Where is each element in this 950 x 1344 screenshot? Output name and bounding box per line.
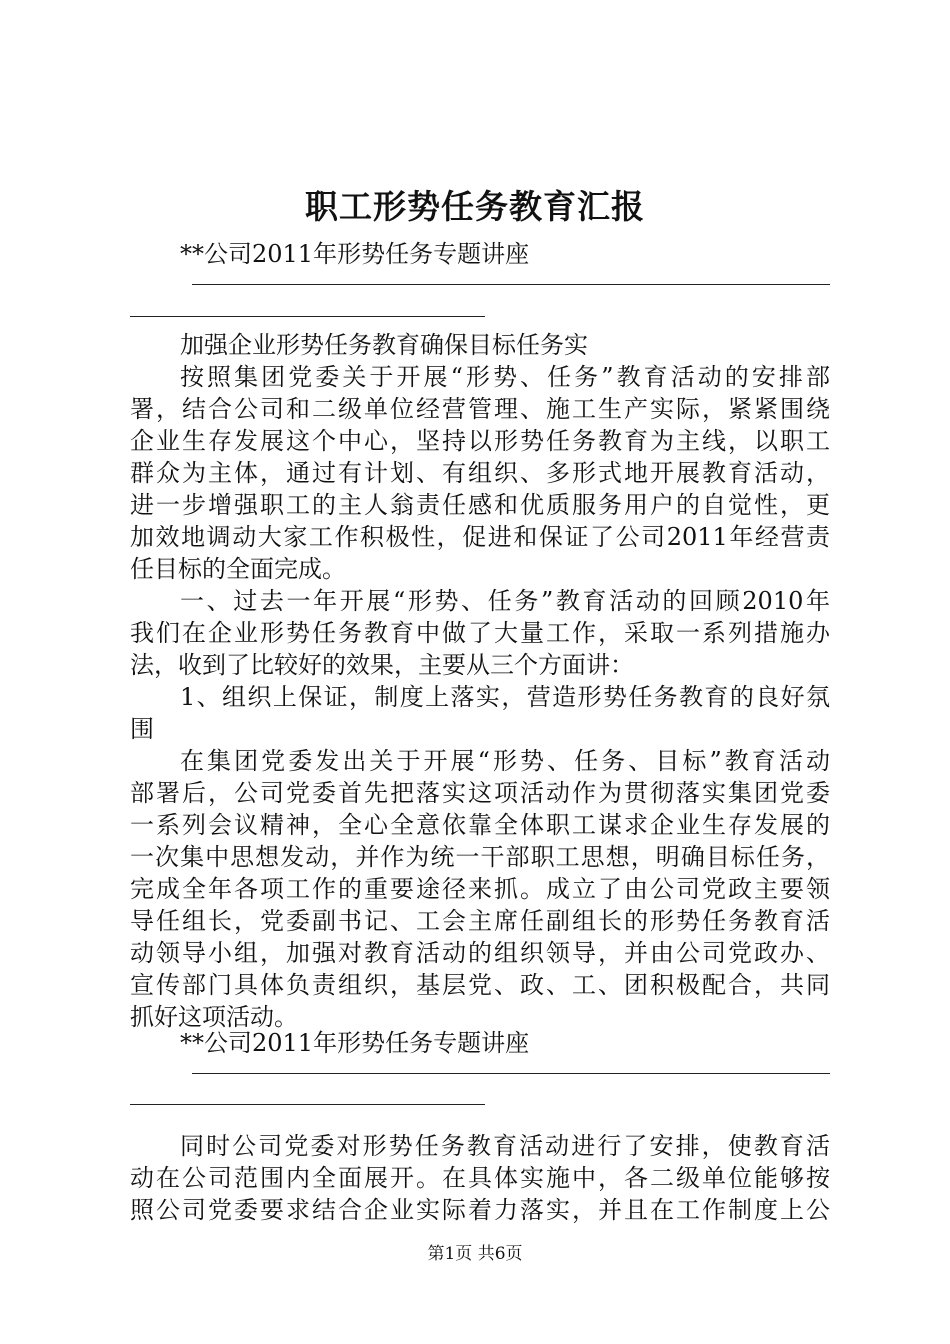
separator-rule	[192, 284, 830, 285]
item-heading: 1、组织上保证，制度上落实，营造形势任务教育的良好氛	[180, 683, 830, 711]
paragraph-line: 导任组长，党委副书记、工会主席任副组长的形势任务教育活	[130, 907, 830, 935]
paragraph-line: 我们在企业形势任务教育中做了大量工作，采取一系列措施办	[130, 619, 830, 647]
separator-rule	[130, 316, 485, 317]
paragraph-line: 法，收到了比较好的效果，主要从三个方面讲：	[130, 651, 634, 679]
paragraph-line: 部署后，公司党委首先把落实这项活动作为贯彻落实集团党委	[130, 779, 830, 807]
paragraph-line: 进一步增强职工的主人翁责任感和优质服务用户的自觉性，更	[130, 491, 830, 519]
paragraph-line: 在集团党委发出关于开展“形势、任务、目标”教育活动	[180, 747, 830, 775]
paragraph-line: 加效地调动大家工作积极性，促进和保证了公司2011年经营责	[130, 523, 830, 551]
paragraph-line: 一次集中思想发动，并作为统一干部职工思想，明确目标任务，	[130, 843, 830, 871]
paragraph-line: 按照集团党委关于开展“形势、任务”教育活动的安排部	[180, 363, 830, 391]
paragraph-line: 照公司党委要求结合企业实际着力落实，并且在工作制度上公	[130, 1196, 830, 1224]
lecture-subtitle: **公司2011年形势任务专题讲座	[180, 1029, 530, 1057]
paragraph-line: 任目标的全面完成。	[130, 555, 346, 583]
page-number-footer: 第1页 共6页	[427, 1244, 523, 1264]
separator-rule	[130, 1104, 485, 1105]
section-heading: 加强企业形势任务教育确保目标任务实	[180, 331, 588, 359]
paragraph-line: 署，结合公司和二级单位经营管理、施工生产实际，紧紧围绕	[130, 395, 830, 423]
paragraph-line: 完成全年各项工作的重要途径来抓。成立了由公司党政主要领	[130, 875, 830, 903]
paragraph-line: 群众为主体，通过有计划、有组织、多形式地开展教育活动，	[130, 459, 830, 487]
paragraph-line: 动领导小组，加强对教育活动的组织领导，并由公司党政办、	[130, 939, 830, 967]
paragraph-line: 企业生存发展这个中心，坚持以形势任务教育为主线，以职工	[130, 427, 830, 455]
paragraph-line: 同时公司党委对形势任务教育活动进行了安排，使教育活	[180, 1132, 830, 1160]
separator-rule	[192, 1073, 830, 1074]
paragraph-line: 动在公司范围内全面展开。在具体实施中，各二级单位能够按	[130, 1164, 830, 1192]
item-heading: 围	[130, 715, 154, 743]
paragraph-line: 宣传部门具体负责组织，基层党、政、工、团积极配合，共同	[130, 971, 830, 999]
document-title: 职工形势任务教育汇报	[305, 187, 645, 226]
paragraph-line: 一、过去一年开展“形势、任务”教育活动的回顾2010年	[180, 587, 830, 615]
paragraph-line: 一系列会议精神，全心全意依靠全体职工谋求企业生存发展的	[130, 811, 830, 839]
lecture-subtitle: **公司2011年形势任务专题讲座	[180, 240, 530, 268]
paragraph-line: 抓好这项活动。	[130, 1003, 298, 1031]
